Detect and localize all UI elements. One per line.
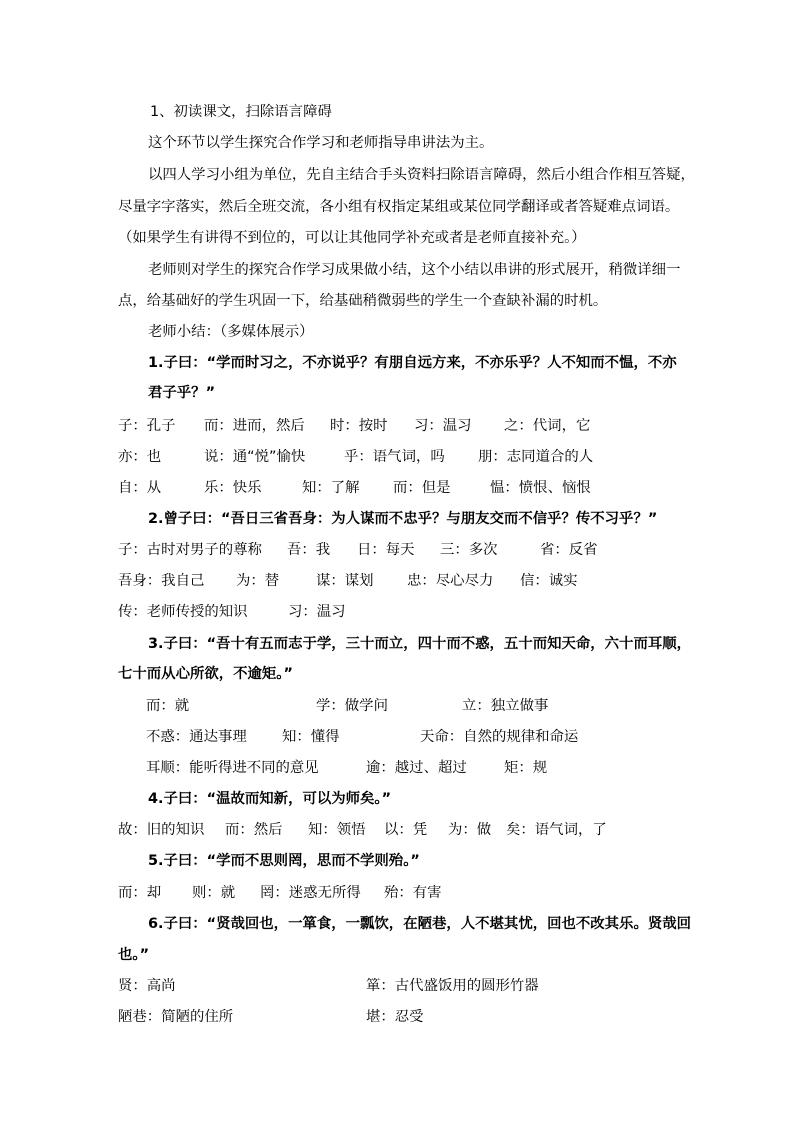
gloss: 为：做 xyxy=(448,822,492,838)
gloss: 朋：志同道合的人 xyxy=(478,449,594,465)
gloss: 子：古时对男子的尊称 xyxy=(118,542,262,558)
gloss: 而：但是 xyxy=(393,480,451,496)
gloss: 耳顺：能听得进不同的意见 xyxy=(146,760,319,776)
gloss: 时：按时 xyxy=(330,418,388,434)
gloss: 之：代词，它 xyxy=(504,418,591,434)
paragraph-line: 以四人学习小组为单位，先自主结合手头资料扫除语言障碍，然后小组合作相互答疑， xyxy=(148,167,695,183)
gloss: 知：领悟 xyxy=(308,822,366,838)
gloss: 逾：越过、超过 xyxy=(366,760,467,776)
gloss: 堪：忍受 xyxy=(366,1009,424,1025)
gloss: 罔：迷惑无所得 xyxy=(260,885,361,901)
gloss: 而：进而，然后 xyxy=(204,418,305,434)
paragraph-line: 尽量字字落实，然后全班交流，各小组有权指定某组或某位同学翻译或者答疑难点词语。 xyxy=(118,199,680,215)
gloss: 三：多次 xyxy=(440,542,498,558)
gloss: 日：每天 xyxy=(357,542,415,558)
quote-2: 2.曾子曰：“吾日三省吾身：为人谋而不忠乎？与朋友交而不信乎？传不习乎？” xyxy=(148,511,658,527)
gloss: 立：独立做事 xyxy=(462,698,549,714)
gloss: 亦：也 xyxy=(118,449,162,465)
quote-6-cont: 也。” xyxy=(118,947,150,963)
gloss: 贤：高尚 xyxy=(118,978,176,994)
quote-3-cont: 七十而从心所欲，不逾矩。” xyxy=(118,666,293,682)
quote-5: 5.子曰：“学而不思则罔，思而不学则殆。” xyxy=(148,853,420,869)
gloss: 殆：有害 xyxy=(384,885,442,901)
gloss: 矣：语气词，了 xyxy=(506,822,607,838)
gloss: 省：反省 xyxy=(540,542,598,558)
paragraph-line: （如果学生有讲得不到位的，可以让其他同学补充或者是老师直接补充。） xyxy=(118,230,586,246)
gloss: 自：从 xyxy=(118,480,162,496)
gloss: 为：替 xyxy=(236,573,280,589)
quote-1-cont: 君子乎？” xyxy=(148,385,216,401)
gloss: 陋巷：简陋的住所 xyxy=(118,1009,234,1025)
paragraph-line: 这个环节以学生探究合作学习和老师指导串讲法为主。 xyxy=(148,135,494,151)
gloss: 信：诚实 xyxy=(520,573,578,589)
gloss: 忠：尽心尽力 xyxy=(407,573,494,589)
gloss: 矩：规 xyxy=(504,760,548,776)
gloss: 故：旧的知识 xyxy=(118,822,205,838)
section-heading: 1、初读课文，扫除语言障碍 xyxy=(150,104,332,120)
gloss: 乐：快乐 xyxy=(204,480,262,496)
gloss: 知：了解 xyxy=(302,480,360,496)
quote-6: 6.子曰：“贤哉回也，一箪食，一瓢饮，在陋巷，人不堪其忧，回也不改其乐。贤哉回 xyxy=(148,916,692,932)
gloss: 习：温习 xyxy=(414,418,472,434)
gloss: 吾：我 xyxy=(287,542,331,558)
gloss: 吾身：我自己 xyxy=(118,573,205,589)
gloss: 不惑：通达事理 xyxy=(146,729,247,745)
gloss: 而：就 xyxy=(146,698,190,714)
gloss: 乎：语气词，吗 xyxy=(344,449,445,465)
gloss: 习：温习 xyxy=(288,604,346,620)
quote-3: 3.子曰：“吾十有五而志于学，三十而立，四十而不惑，五十而知天命，六十而耳顺， xyxy=(148,636,692,652)
gloss: 则：就 xyxy=(192,885,236,901)
gloss: 天命：自然的规律和命运 xyxy=(420,729,579,745)
paragraph-line: 老师则对学生的探究合作学习成果做小结，这个小结以串讲的形式展开，稍微详细一 xyxy=(148,262,681,278)
quote-4: 4.子曰：“温故而知新，可以为师矣。” xyxy=(148,791,392,807)
gloss: 箪：古代盛饭用的圆形竹器 xyxy=(366,978,539,994)
gloss: 子：孔子 xyxy=(118,418,176,434)
gloss: 谋：谋划 xyxy=(316,573,374,589)
quote-1: 1.子曰：“学而时习之，不亦说乎？有朋自远方来，不亦乐乎？人不知而不愠，不亦 xyxy=(148,355,677,371)
gloss: 以：凭 xyxy=(384,822,428,838)
gloss: 愠：愤恨、恼恨 xyxy=(490,480,591,496)
gloss: 说：通“悦”愉快 xyxy=(204,449,306,465)
paragraph-line: 点，给基础好的学生巩固一下，给基础稍微弱些的学生一个查缺补漏的时机。 xyxy=(118,293,608,309)
gloss: 而：却 xyxy=(118,885,162,901)
gloss: 传：老师传授的知识 xyxy=(118,604,248,620)
gloss: 知：懂得 xyxy=(282,729,340,745)
gloss: 而：然后 xyxy=(225,822,283,838)
summary-label: 老师小结：（多媒体展示） xyxy=(148,324,314,340)
gloss: 学：做学问 xyxy=(316,698,388,714)
